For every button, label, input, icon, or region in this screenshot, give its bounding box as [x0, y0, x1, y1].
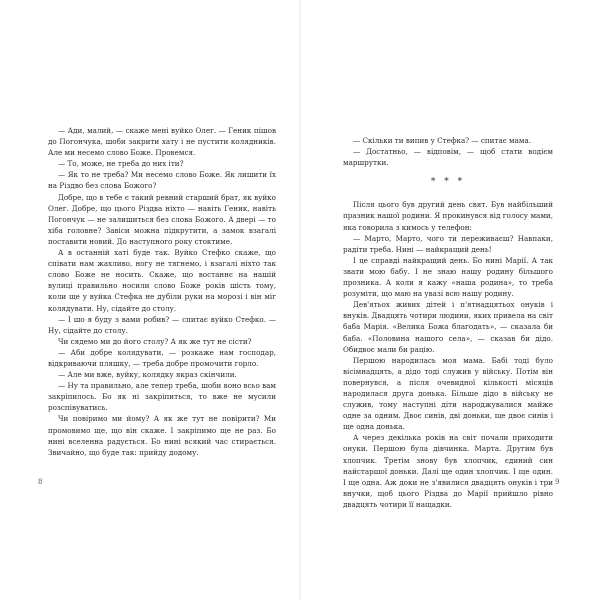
left-paragraph-7: Чи сядемо ми до його столу? А як же тут не сісти?	[58, 336, 252, 346]
right-opening-line-2: — Достатньо, — відповім, — щоб стати водієм маршрутки.	[343, 147, 553, 168]
left-page-text	[48, 125, 276, 458]
left-paragraph-1: — Ади, малий, — скаже мені вуйко Олег. — Геник пішов до Погончука, шоби закрити хату і не пустити колядників. Але ми несемо слово Боже. Провемся.	[48, 126, 276, 158]
left-paragraph-11: Чи повіримо ми йому? А як же тут не повірити? Ми промовимо ще, що він скаже. І закріпимо ще не раз. Бо нині вселенна радується. Бо нині всякий час стирається. Звичайно, що буде так: прийду додому.	[48, 414, 276, 457]
left-paragraph-2: — То, може, не треба до них іти?	[58, 159, 184, 169]
right-opening-line-1: — Скільки ти випив у Стефка? — спитає мама.	[353, 136, 532, 145]
section-divider: * * *	[430, 177, 466, 188]
right-paragraph-2: — Марто, Марто, чого ти переживаєш? Навпаки, радіти треба. Нині — найкращий день!	[343, 233, 553, 254]
right-paragraph-6: А через декілька років на світ почали приходити онуки. Першою була дівчинка. Марта. Другим був хлопчик. Третім знову був хлопчик, єдиний син найстаршої доньки. Далі ще один хлопчик. І ще один. І ще одна. Аж доки не з'явилися двадцять онуків і три внучки, щоб цього Різдва до Марії прийшло рівно двадцять чотири її нащадки.	[343, 433, 553, 509]
left-paragraph-8: — Аби добре колядувати, — розкаже нам господар, відкриваючи пляшку, — треба добре промочити горло.	[48, 347, 276, 368]
left-paragraph-9: — Але ми вже, вуйку, колядку якраз скінчили.	[58, 370, 237, 380]
left-paragraph-6: — І шо я буду з вами робив? — спитає вуйко Стефко. — Ну, сідайте до столу.	[48, 314, 276, 335]
left-paragraph-5: А в останній хаті буде так. Вуйко Стефко скаже, що співати нам жахливо, ногу не тягнемо, і взагалі ніхто так слово Боже не носить. Скаже, що востаннє на нашій вулиці правильно носили слово Боже років шість тому, коли ще у вуйка Стефка не дубіли руки на морозі і він міг колядувати. Ну, сідайте до столу.	[48, 248, 276, 313]
right-page-text	[343, 135, 553, 510]
right-paragraph-1: Після цього був другий день свят. Був найбільший празник нашої родини. Я прокинувся від голосу мами, яка говорила з кимось у телефон:	[343, 200, 553, 232]
left-page-number: 8	[38, 478, 43, 486]
right-paragraph-4: Дев'ятьох живих дітей і п'ятнадцятьох онуків і внуків. Двадцять чотири людини, яких привела на світ баба Марія. «Велика Божа благодать», — сказала би баба. «Половина нашого села», — сказав би дідо. Обидвоє мали би рацію.	[343, 300, 553, 354]
left-paragraph-4: Добре, що в тебе є такий ревний старший брат, як вуйко Олег. Добре, що цього Різдва ніхто — навіть Геник, навіть Погончук — не залишиться без слова Божого. А двері — то хіба головне? Завіси можна підкрутити, а замок взагалі поставити новий. До наступного року стоктиме.	[48, 192, 276, 246]
right-page	[300, 0, 600, 600]
right-paragraph-3: І це справді найкращий день. Бо нині Марії. А так звати мою бабу. І не знаю нашу родину більшого прозника. А коли я кажу «наша родина», то треба розуміти, що маю на увазі всю нашу родину.	[343, 255, 553, 299]
right-page-number: 9	[555, 478, 560, 486]
left-paragraph-10: — Ну та правильно, але тепер треба, шоби воно всьо вам закріпилось. Бо як ні закріпиться, то вже не мусили розспівуватись.	[48, 381, 276, 413]
left-paragraph-3: — Як то не треба? Ми несемо слово Боже. Як лишити їх на Різдво без слова Божого?	[48, 170, 276, 191]
right-paragraph-5: Першою народилась моя мама. Бабі тоді було вісімнадцять, а дідо тоді служив у війську. Потім він повернувся, а після очевидної кількості місяців народилася друга донька. Більше дідо в війську не служив, тому наступні діти народжувалися майже одне за одним. Двоє синів, дві доньки, ще двоє синів і ще одна донька.	[343, 355, 553, 432]
